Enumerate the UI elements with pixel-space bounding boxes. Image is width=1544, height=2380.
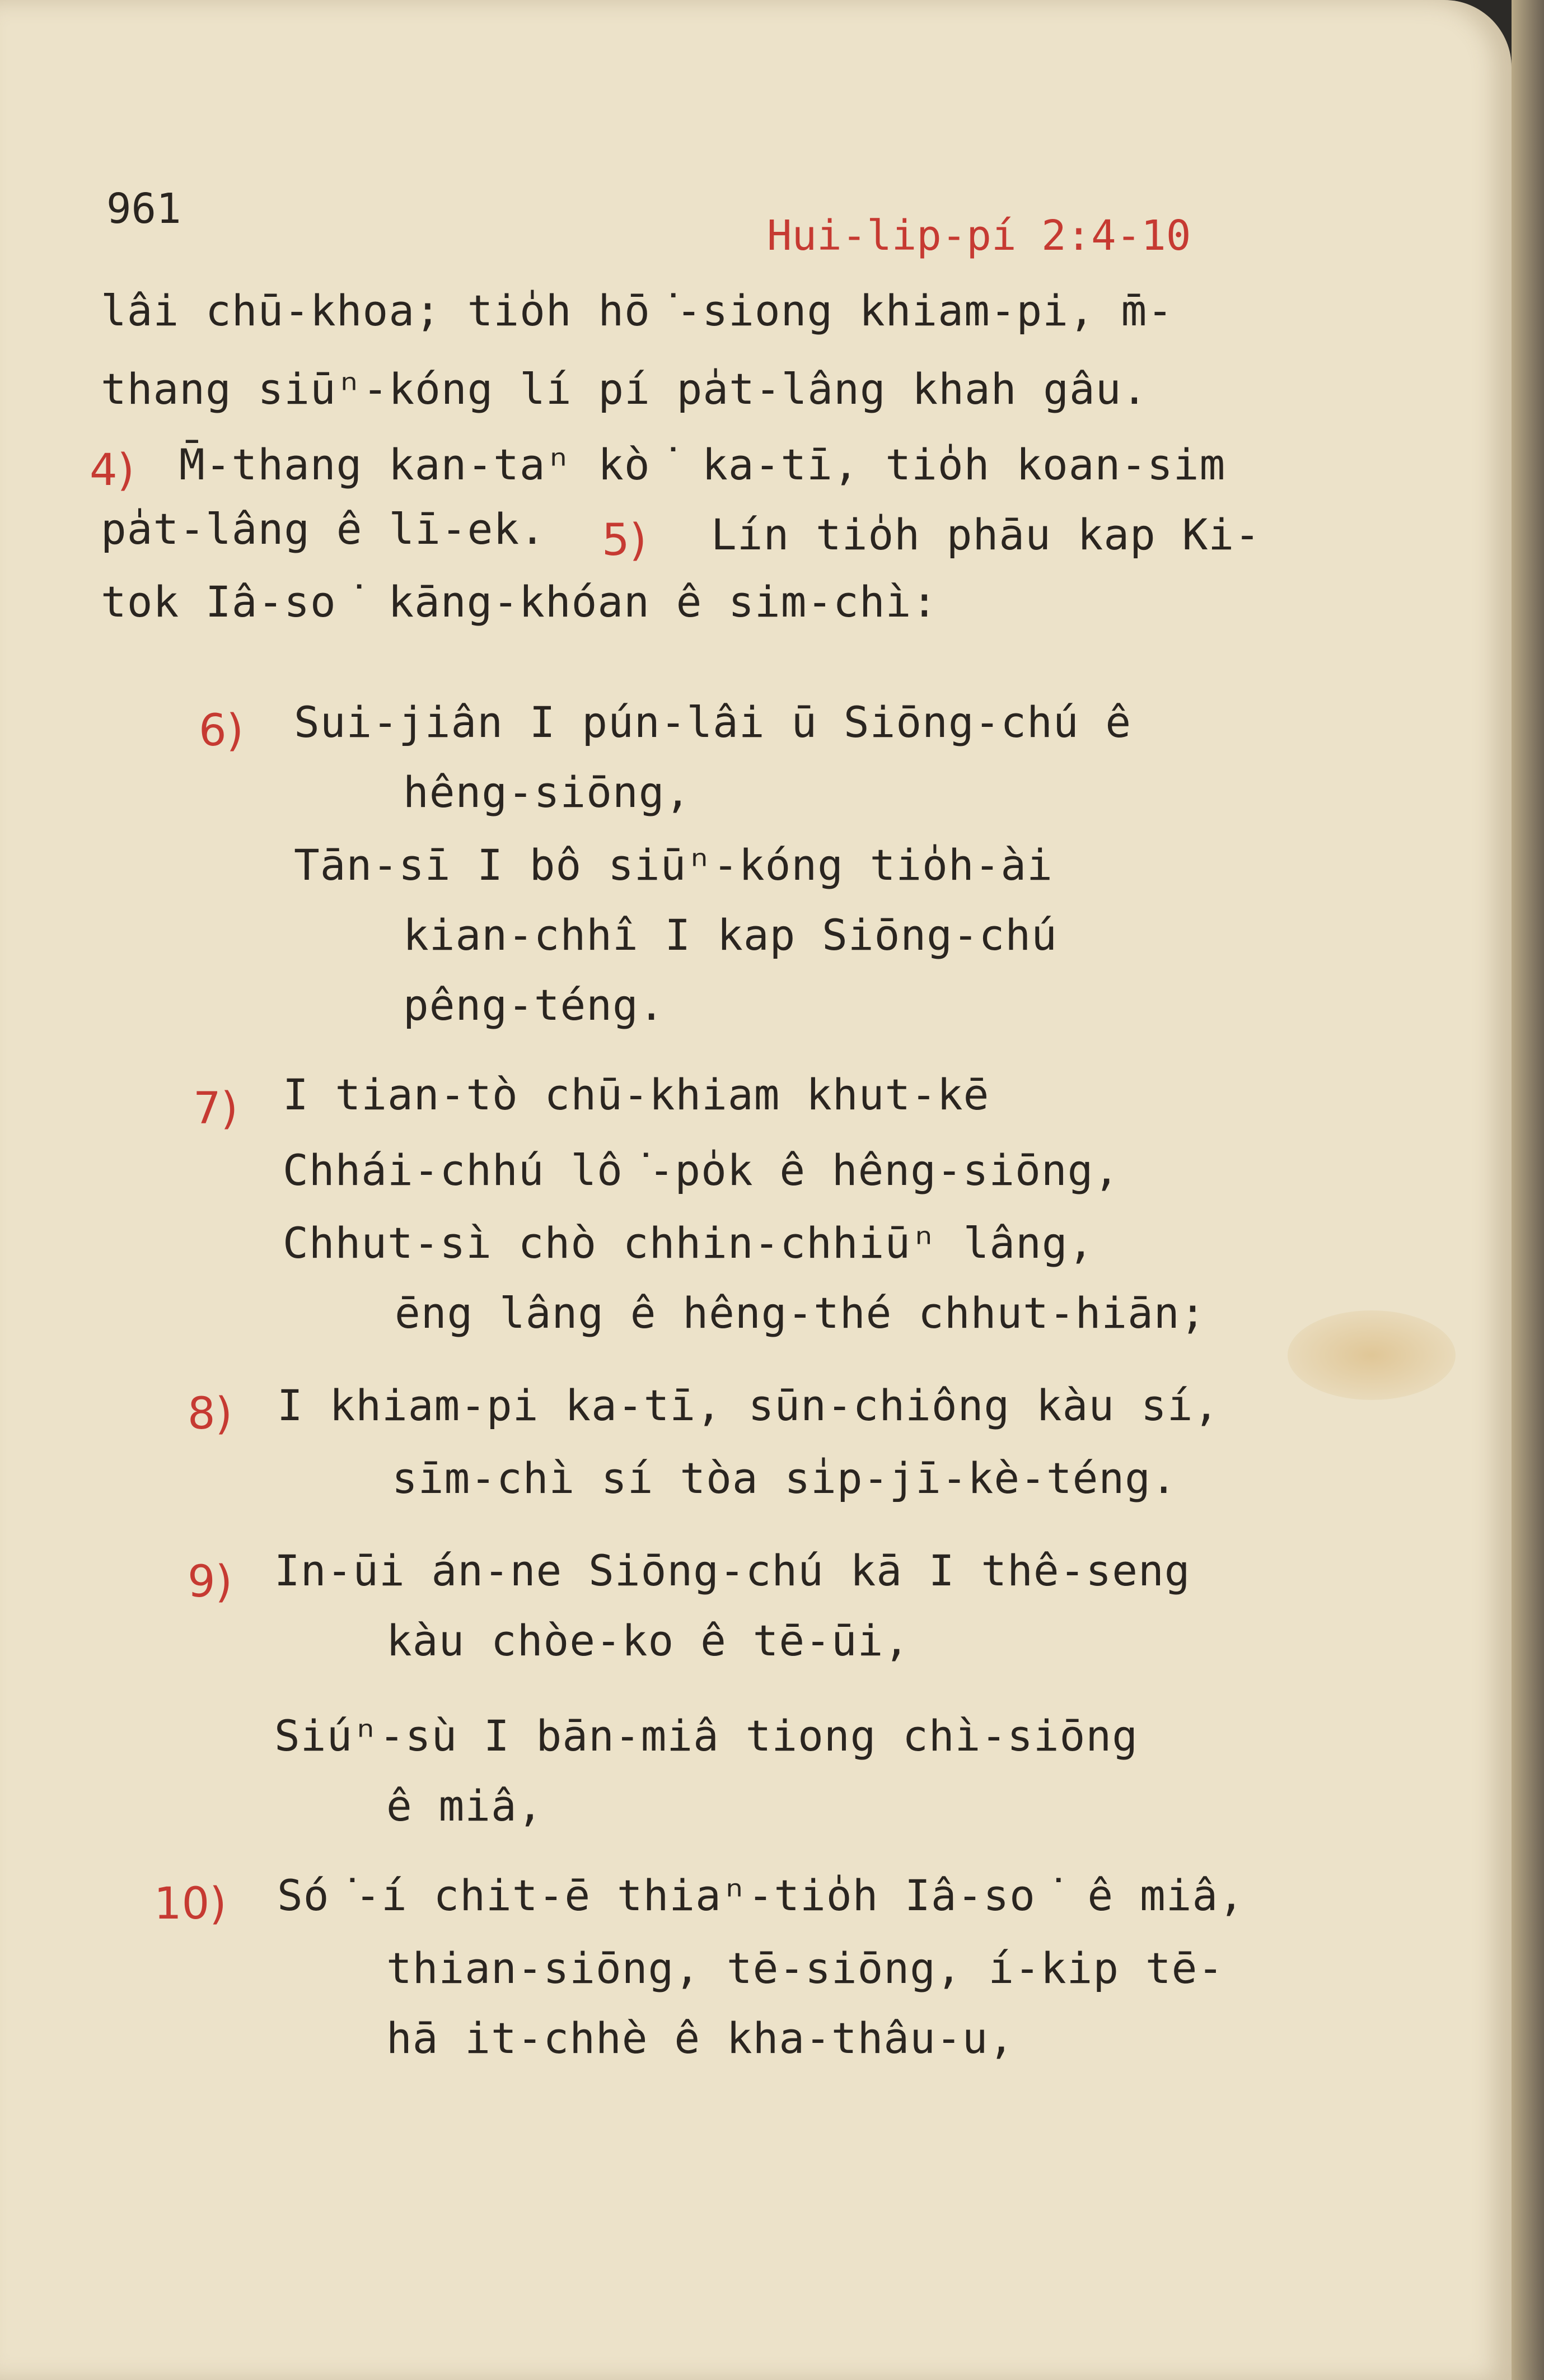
text-line: Tān-sī I bô siūⁿ-kóng tio̍h-ài — [294, 840, 1053, 890]
text-line: lâi chū-khoa; tio̍h hō͘-siong khiam-pi, m̄- — [101, 286, 1173, 335]
text-line: Chhut-sì chò chhin-chhiūⁿ lâng, — [283, 1218, 1094, 1268]
text-line: ê miâ, — [386, 1781, 544, 1831]
verse-number-10: 10) — [154, 1879, 227, 1929]
text-line: thang siūⁿ-kóng lí pí pa̍t-lâng khah gâu. — [101, 364, 1148, 414]
text-line: thian-siōng, tē-siōng, í-kip tē- — [386, 1943, 1224, 1993]
text-line: Chhái-chhú lô͘-po̍k ê hêng-siōng, — [283, 1145, 1120, 1195]
page-edge — [1512, 0, 1544, 2380]
text-line: hêng-siōng, — [403, 767, 691, 817]
verse-number-8: 8) — [188, 1389, 233, 1439]
text-line: pêng-téng. — [403, 980, 665, 1030]
verse-number-7: 7) — [193, 1084, 238, 1134]
verse-number-5: 5) — [602, 515, 647, 566]
running-header: Hui-lip-pí 2:4-10 — [767, 212, 1191, 260]
text-line: hā it-chhè ê kha-thâu-u, — [386, 2013, 1015, 2063]
text-line: I khiam-pi ka-tī, sūn-chiông kàu sí, — [277, 1380, 1220, 1430]
verse-number-4: 4) — [90, 445, 135, 496]
verse-number-9: 9) — [188, 1557, 233, 1607]
text-line: Sui-jiân I pún-lâi ū Siōng-chú ê — [294, 697, 1132, 747]
verse-number-6: 6) — [199, 706, 244, 756]
text-line: Siúⁿ-sù I bān-miâ tiong chì-siōng — [274, 1711, 1138, 1761]
text-line: Lín tio̍h phāu kap Ki- — [711, 510, 1261, 559]
text-line: kian-chhî I kap Siōng-chú — [403, 910, 1058, 960]
paper-stain — [1288, 1310, 1456, 1400]
page-number: 961 — [106, 185, 181, 233]
text-line: sīm-chì sí tòa si̍p-jī-kè-téng. — [392, 1453, 1177, 1503]
text-line: In-ūi án-ne Siōng-chú kā I thê-seng — [274, 1546, 1191, 1595]
text-line: tok Iâ-so͘ kāng-khóan ê sim-chì: — [101, 577, 938, 627]
text-line: kàu chòe-ko ê tē-ūi, — [386, 1616, 910, 1665]
text-line: pa̍t-lâng ê lī-ek. — [101, 504, 546, 554]
text-line: M̄-thang kan-taⁿ kò͘ ka-tī, tio̍h koan-sim — [179, 440, 1226, 489]
text-line: I tian-tò chū-khiam khut-kē — [283, 1070, 990, 1119]
text-line: ēng lâng ê hêng-thé chhut-hiān; — [395, 1288, 1206, 1338]
text-line: Só͘-í chit-ē thiaⁿ-tio̍h Iâ-so͘ ê miâ, — [277, 1870, 1244, 1920]
